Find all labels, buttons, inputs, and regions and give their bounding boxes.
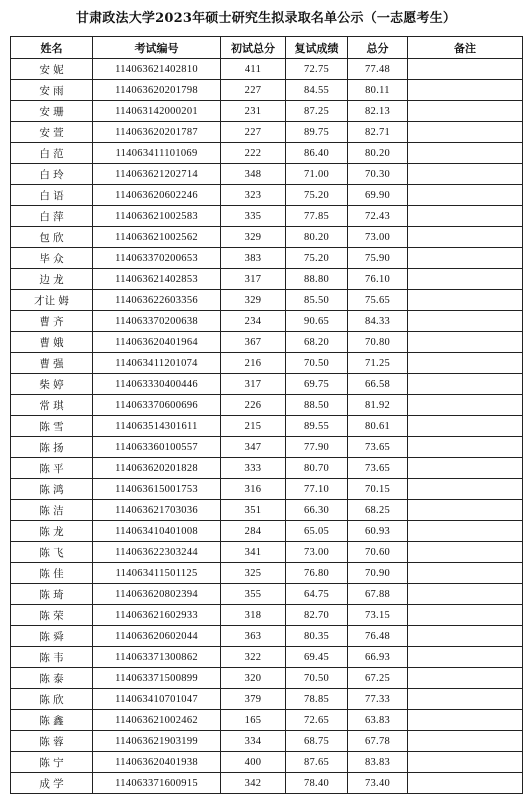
cell-total-score: 73.40 (348, 773, 408, 794)
cell-retest-score: 85.50 (286, 290, 348, 311)
cell-name: 安 妮 (11, 59, 93, 80)
cell-exam-id: 114063621002462 (93, 710, 221, 731)
cell-initial-score: 355 (221, 584, 286, 605)
cell-name: 边 龙 (11, 269, 93, 290)
table-row (11, 773, 523, 794)
cell-initial-score: 333 (221, 458, 286, 479)
cell-name: 陈 平 (11, 458, 93, 479)
cell-exam-id: 114063621703036 (93, 500, 221, 521)
cell-note (408, 500, 523, 521)
cell-exam-id: 114063620602246 (93, 185, 221, 206)
cell-note (408, 101, 523, 122)
cell-retest-score: 75.20 (286, 185, 348, 206)
cell-name: 包 欣 (11, 227, 93, 248)
cell-initial-score: 317 (221, 374, 286, 395)
cell-total-score: 63.83 (348, 710, 408, 731)
cell-total-score: 80.20 (348, 143, 408, 164)
cell-exam-id: 114063411501125 (93, 563, 221, 584)
cell-note (408, 185, 523, 206)
cell-note (408, 626, 523, 647)
cell-note (408, 752, 523, 773)
table-row (11, 416, 523, 437)
cell-name: 常 琪 (11, 395, 93, 416)
cell-note (408, 290, 523, 311)
cell-total-score: 67.88 (348, 584, 408, 605)
cell-name: 白 语 (11, 185, 93, 206)
cell-initial-score: 335 (221, 206, 286, 227)
header-name: 姓名 (11, 37, 93, 59)
cell-initial-score: 165 (221, 710, 286, 731)
table-row (11, 59, 523, 80)
cell-total-score: 81.92 (348, 395, 408, 416)
cell-initial-score: 231 (221, 101, 286, 122)
cell-retest-score: 87.25 (286, 101, 348, 122)
cell-note (408, 773, 523, 794)
cell-name: 陈 扬 (11, 437, 93, 458)
cell-retest-score: 73.00 (286, 542, 348, 563)
cell-note (408, 647, 523, 668)
cell-name: 陈 蓉 (11, 731, 93, 752)
cell-exam-id: 114063621402853 (93, 269, 221, 290)
cell-exam-id: 114063410401008 (93, 521, 221, 542)
cell-retest-score: 89.75 (286, 122, 348, 143)
cell-exam-id: 114063411101069 (93, 143, 221, 164)
cell-retest-score: 86.40 (286, 143, 348, 164)
cell-exam-id: 114063411201074 (93, 353, 221, 374)
cell-retest-score: 69.75 (286, 374, 348, 395)
cell-initial-score: 323 (221, 185, 286, 206)
header-total-score: 总分 (348, 37, 408, 59)
admission-table (10, 36, 523, 794)
cell-note (408, 353, 523, 374)
table-row (11, 500, 523, 521)
table-row (11, 689, 523, 710)
cell-initial-score: 215 (221, 416, 286, 437)
cell-name: 毕 众 (11, 248, 93, 269)
cell-name: 陈 鑫 (11, 710, 93, 731)
cell-note (408, 374, 523, 395)
cell-total-score: 66.93 (348, 647, 408, 668)
cell-initial-score: 329 (221, 290, 286, 311)
cell-note (408, 332, 523, 353)
table-row (11, 752, 523, 773)
cell-name: 陈 欣 (11, 689, 93, 710)
cell-total-score: 82.71 (348, 122, 408, 143)
cell-exam-id: 114063514301611 (93, 416, 221, 437)
cell-initial-score: 216 (221, 353, 286, 374)
cell-exam-id: 114063620201828 (93, 458, 221, 479)
cell-note (408, 710, 523, 731)
cell-initial-score: 316 (221, 479, 286, 500)
cell-initial-score: 341 (221, 542, 286, 563)
cell-initial-score: 227 (221, 122, 286, 143)
cell-note (408, 59, 523, 80)
cell-note (408, 458, 523, 479)
cell-exam-id: 114063622603356 (93, 290, 221, 311)
cell-retest-score: 78.40 (286, 773, 348, 794)
cell-exam-id: 114063621903199 (93, 731, 221, 752)
table-row (11, 458, 523, 479)
cell-retest-score: 77.85 (286, 206, 348, 227)
cell-total-score: 73.00 (348, 227, 408, 248)
cell-total-score: 80.61 (348, 416, 408, 437)
cell-retest-score: 77.90 (286, 437, 348, 458)
cell-initial-score: 334 (221, 731, 286, 752)
cell-retest-score: 69.45 (286, 647, 348, 668)
cell-name: 陈 荣 (11, 605, 93, 626)
cell-name: 陈 龙 (11, 521, 93, 542)
cell-total-score: 83.83 (348, 752, 408, 773)
cell-retest-score: 72.65 (286, 710, 348, 731)
cell-exam-id: 114063410701047 (93, 689, 221, 710)
cell-total-score: 67.78 (348, 731, 408, 752)
cell-initial-score: 284 (221, 521, 286, 542)
table-row (11, 668, 523, 689)
cell-name: 陈 韦 (11, 647, 93, 668)
table-row (11, 80, 523, 101)
header-note: 备注 (408, 37, 523, 59)
document-title: 甘肃政法大学2023年硕士研究生拟录取名单公示（一志愿考生） (75, 11, 457, 26)
cell-initial-score: 222 (221, 143, 286, 164)
table-row (11, 710, 523, 731)
table-row (11, 290, 523, 311)
cell-total-score: 69.90 (348, 185, 408, 206)
cell-retest-score: 75.20 (286, 248, 348, 269)
cell-name: 陈 泰 (11, 668, 93, 689)
cell-initial-score: 379 (221, 689, 286, 710)
cell-name: 陈 雪 (11, 416, 93, 437)
cell-total-score: 72.43 (348, 206, 408, 227)
cell-exam-id: 114063621002583 (93, 206, 221, 227)
cell-note (408, 668, 523, 689)
cell-initial-score: 351 (221, 500, 286, 521)
cell-exam-id: 114063622303244 (93, 542, 221, 563)
cell-retest-score: 64.75 (286, 584, 348, 605)
cell-exam-id: 114063621402810 (93, 59, 221, 80)
cell-total-score: 73.65 (348, 437, 408, 458)
cell-note (408, 311, 523, 332)
cell-name: 安 萱 (11, 122, 93, 143)
cell-retest-score: 71.00 (286, 164, 348, 185)
cell-note (408, 584, 523, 605)
table-row (11, 143, 523, 164)
cell-retest-score: 80.70 (286, 458, 348, 479)
table-row (11, 248, 523, 269)
cell-initial-score: 411 (221, 59, 286, 80)
cell-name: 陈 鸿 (11, 479, 93, 500)
cell-total-score: 71.25 (348, 353, 408, 374)
cell-retest-score: 87.65 (286, 752, 348, 773)
cell-exam-id: 114063620201798 (93, 80, 221, 101)
table-row (11, 164, 523, 185)
cell-retest-score: 90.65 (286, 311, 348, 332)
cell-note (408, 521, 523, 542)
cell-name: 陈 舜 (11, 626, 93, 647)
table-row (11, 332, 523, 353)
cell-total-score: 73.65 (348, 458, 408, 479)
cell-retest-score: 77.10 (286, 479, 348, 500)
cell-total-score: 70.60 (348, 542, 408, 563)
cell-note (408, 605, 523, 626)
cell-name: 曹 强 (11, 353, 93, 374)
cell-retest-score: 78.85 (286, 689, 348, 710)
cell-exam-id: 114063142000201 (93, 101, 221, 122)
table-row (11, 353, 523, 374)
cell-exam-id: 114063620401938 (93, 752, 221, 773)
cell-note (408, 731, 523, 752)
cell-initial-score: 342 (221, 773, 286, 794)
cell-total-score: 67.25 (348, 668, 408, 689)
cell-total-score: 77.48 (348, 59, 408, 80)
cell-exam-id: 114063371300862 (93, 647, 221, 668)
cell-exam-id: 114063370600696 (93, 395, 221, 416)
cell-note (408, 563, 523, 584)
cell-total-score: 70.80 (348, 332, 408, 353)
cell-note (408, 80, 523, 101)
cell-name: 陈 佳 (11, 563, 93, 584)
cell-total-score: 76.48 (348, 626, 408, 647)
header-initial-score: 初试总分 (221, 37, 286, 59)
cell-name: 陈 宁 (11, 752, 93, 773)
table-row (11, 647, 523, 668)
cell-retest-score: 80.20 (286, 227, 348, 248)
cell-exam-id: 114063620602044 (93, 626, 221, 647)
cell-retest-score: 84.55 (286, 80, 348, 101)
cell-name: 成 学 (11, 773, 93, 794)
cell-note (408, 227, 523, 248)
table-row (11, 395, 523, 416)
cell-initial-score: 322 (221, 647, 286, 668)
cell-retest-score: 68.75 (286, 731, 348, 752)
cell-retest-score: 68.20 (286, 332, 348, 353)
cell-total-score: 80.11 (348, 80, 408, 101)
table-row (11, 101, 523, 122)
cell-total-score: 75.90 (348, 248, 408, 269)
cell-note (408, 689, 523, 710)
cell-initial-score: 363 (221, 626, 286, 647)
cell-total-score: 77.33 (348, 689, 408, 710)
table-row (11, 185, 523, 206)
table-row (11, 122, 523, 143)
cell-exam-id: 114063620401964 (93, 332, 221, 353)
cell-name: 安 雨 (11, 80, 93, 101)
cell-note (408, 143, 523, 164)
cell-retest-score: 65.05 (286, 521, 348, 542)
cell-initial-score: 318 (221, 605, 286, 626)
header-exam-id: 考试编号 (93, 37, 221, 59)
cell-note (408, 437, 523, 458)
cell-note (408, 416, 523, 437)
header-retest-score: 复试成绩 (286, 37, 348, 59)
cell-total-score: 60.93 (348, 521, 408, 542)
cell-exam-id: 114063360100557 (93, 437, 221, 458)
cell-name: 白 萍 (11, 206, 93, 227)
cell-total-score: 70.90 (348, 563, 408, 584)
cell-note (408, 542, 523, 563)
cell-name: 曹 齐 (11, 311, 93, 332)
cell-retest-score: 76.80 (286, 563, 348, 584)
cell-exam-id: 114063371500899 (93, 668, 221, 689)
table-row (11, 227, 523, 248)
cell-name: 柴 婷 (11, 374, 93, 395)
cell-total-score: 70.30 (348, 164, 408, 185)
cell-total-score: 75.65 (348, 290, 408, 311)
cell-exam-id: 114063621002562 (93, 227, 221, 248)
cell-exam-id: 114063330400446 (93, 374, 221, 395)
cell-retest-score: 82.70 (286, 605, 348, 626)
table-row (11, 374, 523, 395)
cell-initial-score: 234 (221, 311, 286, 332)
cell-initial-score: 367 (221, 332, 286, 353)
cell-total-score: 76.10 (348, 269, 408, 290)
cell-retest-score: 66.30 (286, 500, 348, 521)
cell-exam-id: 114063621602933 (93, 605, 221, 626)
cell-retest-score: 88.80 (286, 269, 348, 290)
cell-note (408, 164, 523, 185)
cell-name: 陈 洁 (11, 500, 93, 521)
cell-initial-score: 400 (221, 752, 286, 773)
cell-total-score: 84.33 (348, 311, 408, 332)
cell-exam-id: 114063370200653 (93, 248, 221, 269)
cell-exam-id: 114063620201787 (93, 122, 221, 143)
table-row (11, 542, 523, 563)
cell-total-score: 68.25 (348, 500, 408, 521)
table-body (11, 59, 523, 794)
table-row (11, 479, 523, 500)
cell-total-score: 73.15 (348, 605, 408, 626)
cell-initial-score: 348 (221, 164, 286, 185)
cell-initial-score: 383 (221, 248, 286, 269)
cell-initial-score: 226 (221, 395, 286, 416)
cell-note (408, 269, 523, 290)
table-row (11, 731, 523, 752)
cell-note (408, 248, 523, 269)
cell-initial-score: 317 (221, 269, 286, 290)
cell-total-score: 66.58 (348, 374, 408, 395)
cell-total-score: 82.13 (348, 101, 408, 122)
cell-initial-score: 347 (221, 437, 286, 458)
table-row (11, 311, 523, 332)
table-row (11, 626, 523, 647)
table-row (11, 605, 523, 626)
cell-initial-score: 227 (221, 80, 286, 101)
cell-initial-score: 325 (221, 563, 286, 584)
cell-name: 陈 琦 (11, 584, 93, 605)
table-row (11, 269, 523, 290)
table-row (11, 437, 523, 458)
cell-name: 才让 姆 (11, 290, 93, 311)
cell-name: 白 范 (11, 143, 93, 164)
cell-initial-score: 329 (221, 227, 286, 248)
cell-note (408, 395, 523, 416)
cell-exam-id: 114063621202714 (93, 164, 221, 185)
cell-exam-id: 114063615001753 (93, 479, 221, 500)
cell-exam-id: 114063620802394 (93, 584, 221, 605)
cell-name: 安 珊 (11, 101, 93, 122)
cell-note (408, 479, 523, 500)
table-header-row (11, 37, 523, 59)
cell-retest-score: 88.50 (286, 395, 348, 416)
cell-retest-score: 89.55 (286, 416, 348, 437)
cell-retest-score: 70.50 (286, 668, 348, 689)
cell-initial-score: 320 (221, 668, 286, 689)
cell-exam-id: 114063370200638 (93, 311, 221, 332)
table-row (11, 584, 523, 605)
cell-retest-score: 70.50 (286, 353, 348, 374)
table-row (11, 563, 523, 584)
cell-note (408, 122, 523, 143)
cell-name: 陈 飞 (11, 542, 93, 563)
cell-retest-score: 72.75 (286, 59, 348, 80)
cell-name: 曹 娥 (11, 332, 93, 353)
cell-note (408, 206, 523, 227)
cell-name: 白 玲 (11, 164, 93, 185)
cell-total-score: 70.15 (348, 479, 408, 500)
table-row (11, 206, 523, 227)
cell-exam-id: 114063371600915 (93, 773, 221, 794)
cell-retest-score: 80.35 (286, 626, 348, 647)
table-row (11, 521, 523, 542)
